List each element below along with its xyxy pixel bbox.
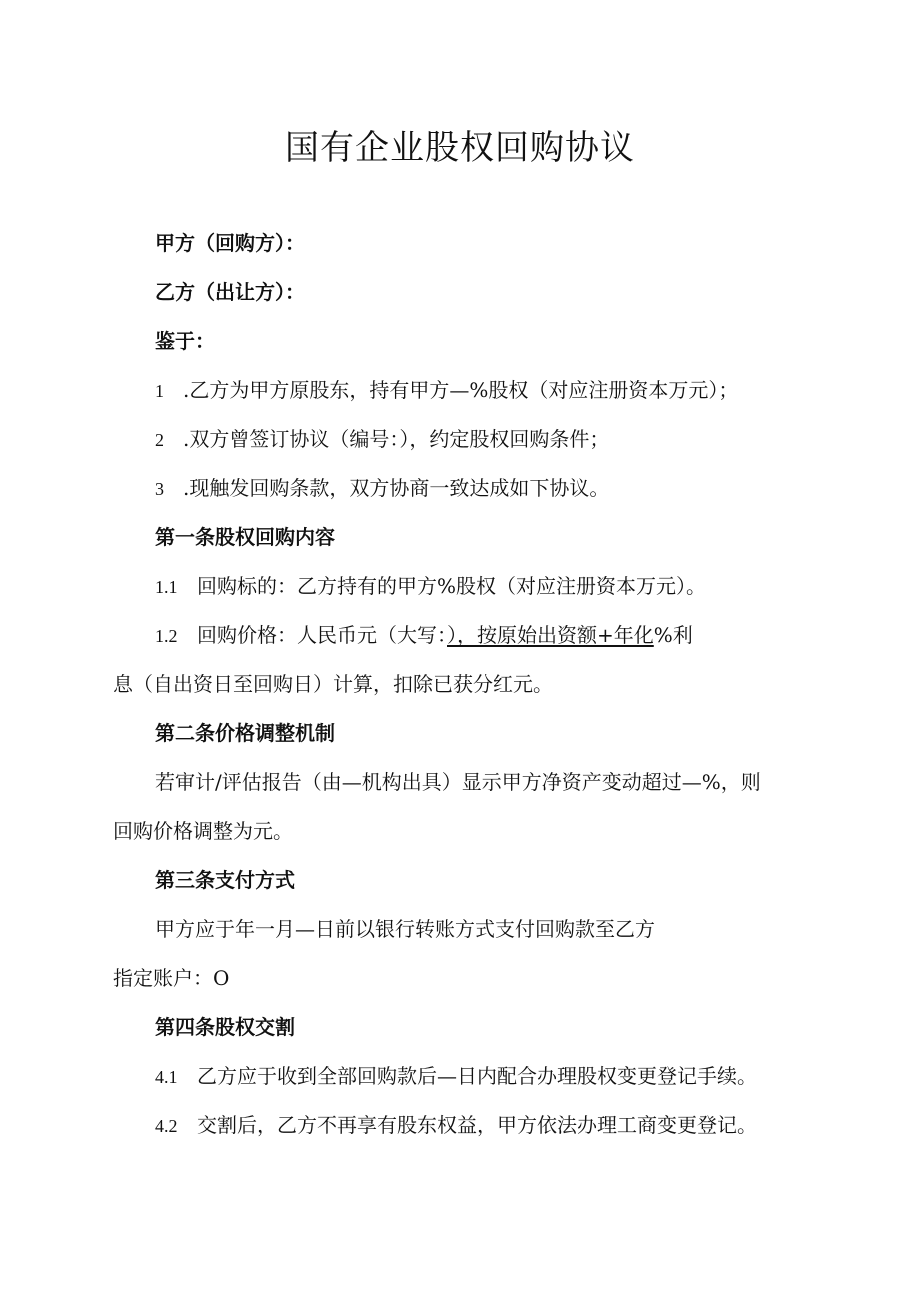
document-title: 国有企业股权回购协议 [285,128,635,168]
recital-text: .乙方为甲方原股东，持有甲方—%股权（对应注册资本万元）； [183,378,739,402]
clause-text: %利 [653,623,693,647]
article-1-item-2 [155,620,693,651]
clause-number: 4.2 [155,1116,178,1136]
article-3-heading: 第三条支付方式 [155,868,295,892]
recital-2 [155,424,609,455]
clause-number: 1.1 [155,577,178,597]
recital-number: 2 [155,430,164,450]
clause-text: 交割后，乙方不再享有股东权益，甲方依法办理工商变更登记。 [197,1113,757,1137]
whereas-label: 鉴于： [155,329,215,353]
clause-text-underlined: ），按原始出资额+年化 [447,623,654,647]
recital-number: 1 [155,381,164,401]
recital-1 [155,375,738,406]
party-a-label: 甲方（回购方）： [155,231,305,255]
recital-number: 3 [155,479,164,499]
recital-text: .双方曾签订协议（编号：），约定股权回购条件； [183,427,610,451]
clause-text: 回购标的：乙方持有的甲方%股权（对应注册资本万元）。 [197,574,707,598]
recital-text: .现触发回购条款，双方协商一致达成如下协议。 [183,476,610,500]
clause-text: 乙方应于收到全部回购款后—日内配合办理股权变更登记手续。 [197,1064,757,1088]
article-3-paragraph-line-2: 指定账户：O [113,966,230,990]
party-b-label: 乙方（出让方）： [155,280,305,304]
article-2-heading: 第二条价格调整机制 [155,721,335,745]
article-4-item-1 [155,1061,757,1092]
article-1-item-2-continuation: 息（自出资日至回购日）计算，扣除已获分红元。 [113,672,553,696]
article-2-paragraph-line-2: 回购价格调整为元。 [113,819,293,843]
recital-3 [155,473,609,504]
article-4-item-2 [155,1110,757,1141]
article-3-paragraph-line-1: 甲方应于年一月—日前以银行转账方式支付回购款至乙方 [155,917,655,941]
article-2-paragraph-line-1: 若审计/评估报告（由—机构出具）显示甲方净资产变动超过—%，则 [155,770,761,794]
clause-number: 1.2 [155,626,178,646]
clause-text: 回购价格：人民币元（大写： [197,623,447,647]
article-4-heading: 第四条股权交割 [155,1015,295,1039]
clause-number: 4.1 [155,1067,178,1087]
article-1-heading: 第一条股权回购内容 [155,525,335,549]
article-1-item-1 [155,571,706,602]
